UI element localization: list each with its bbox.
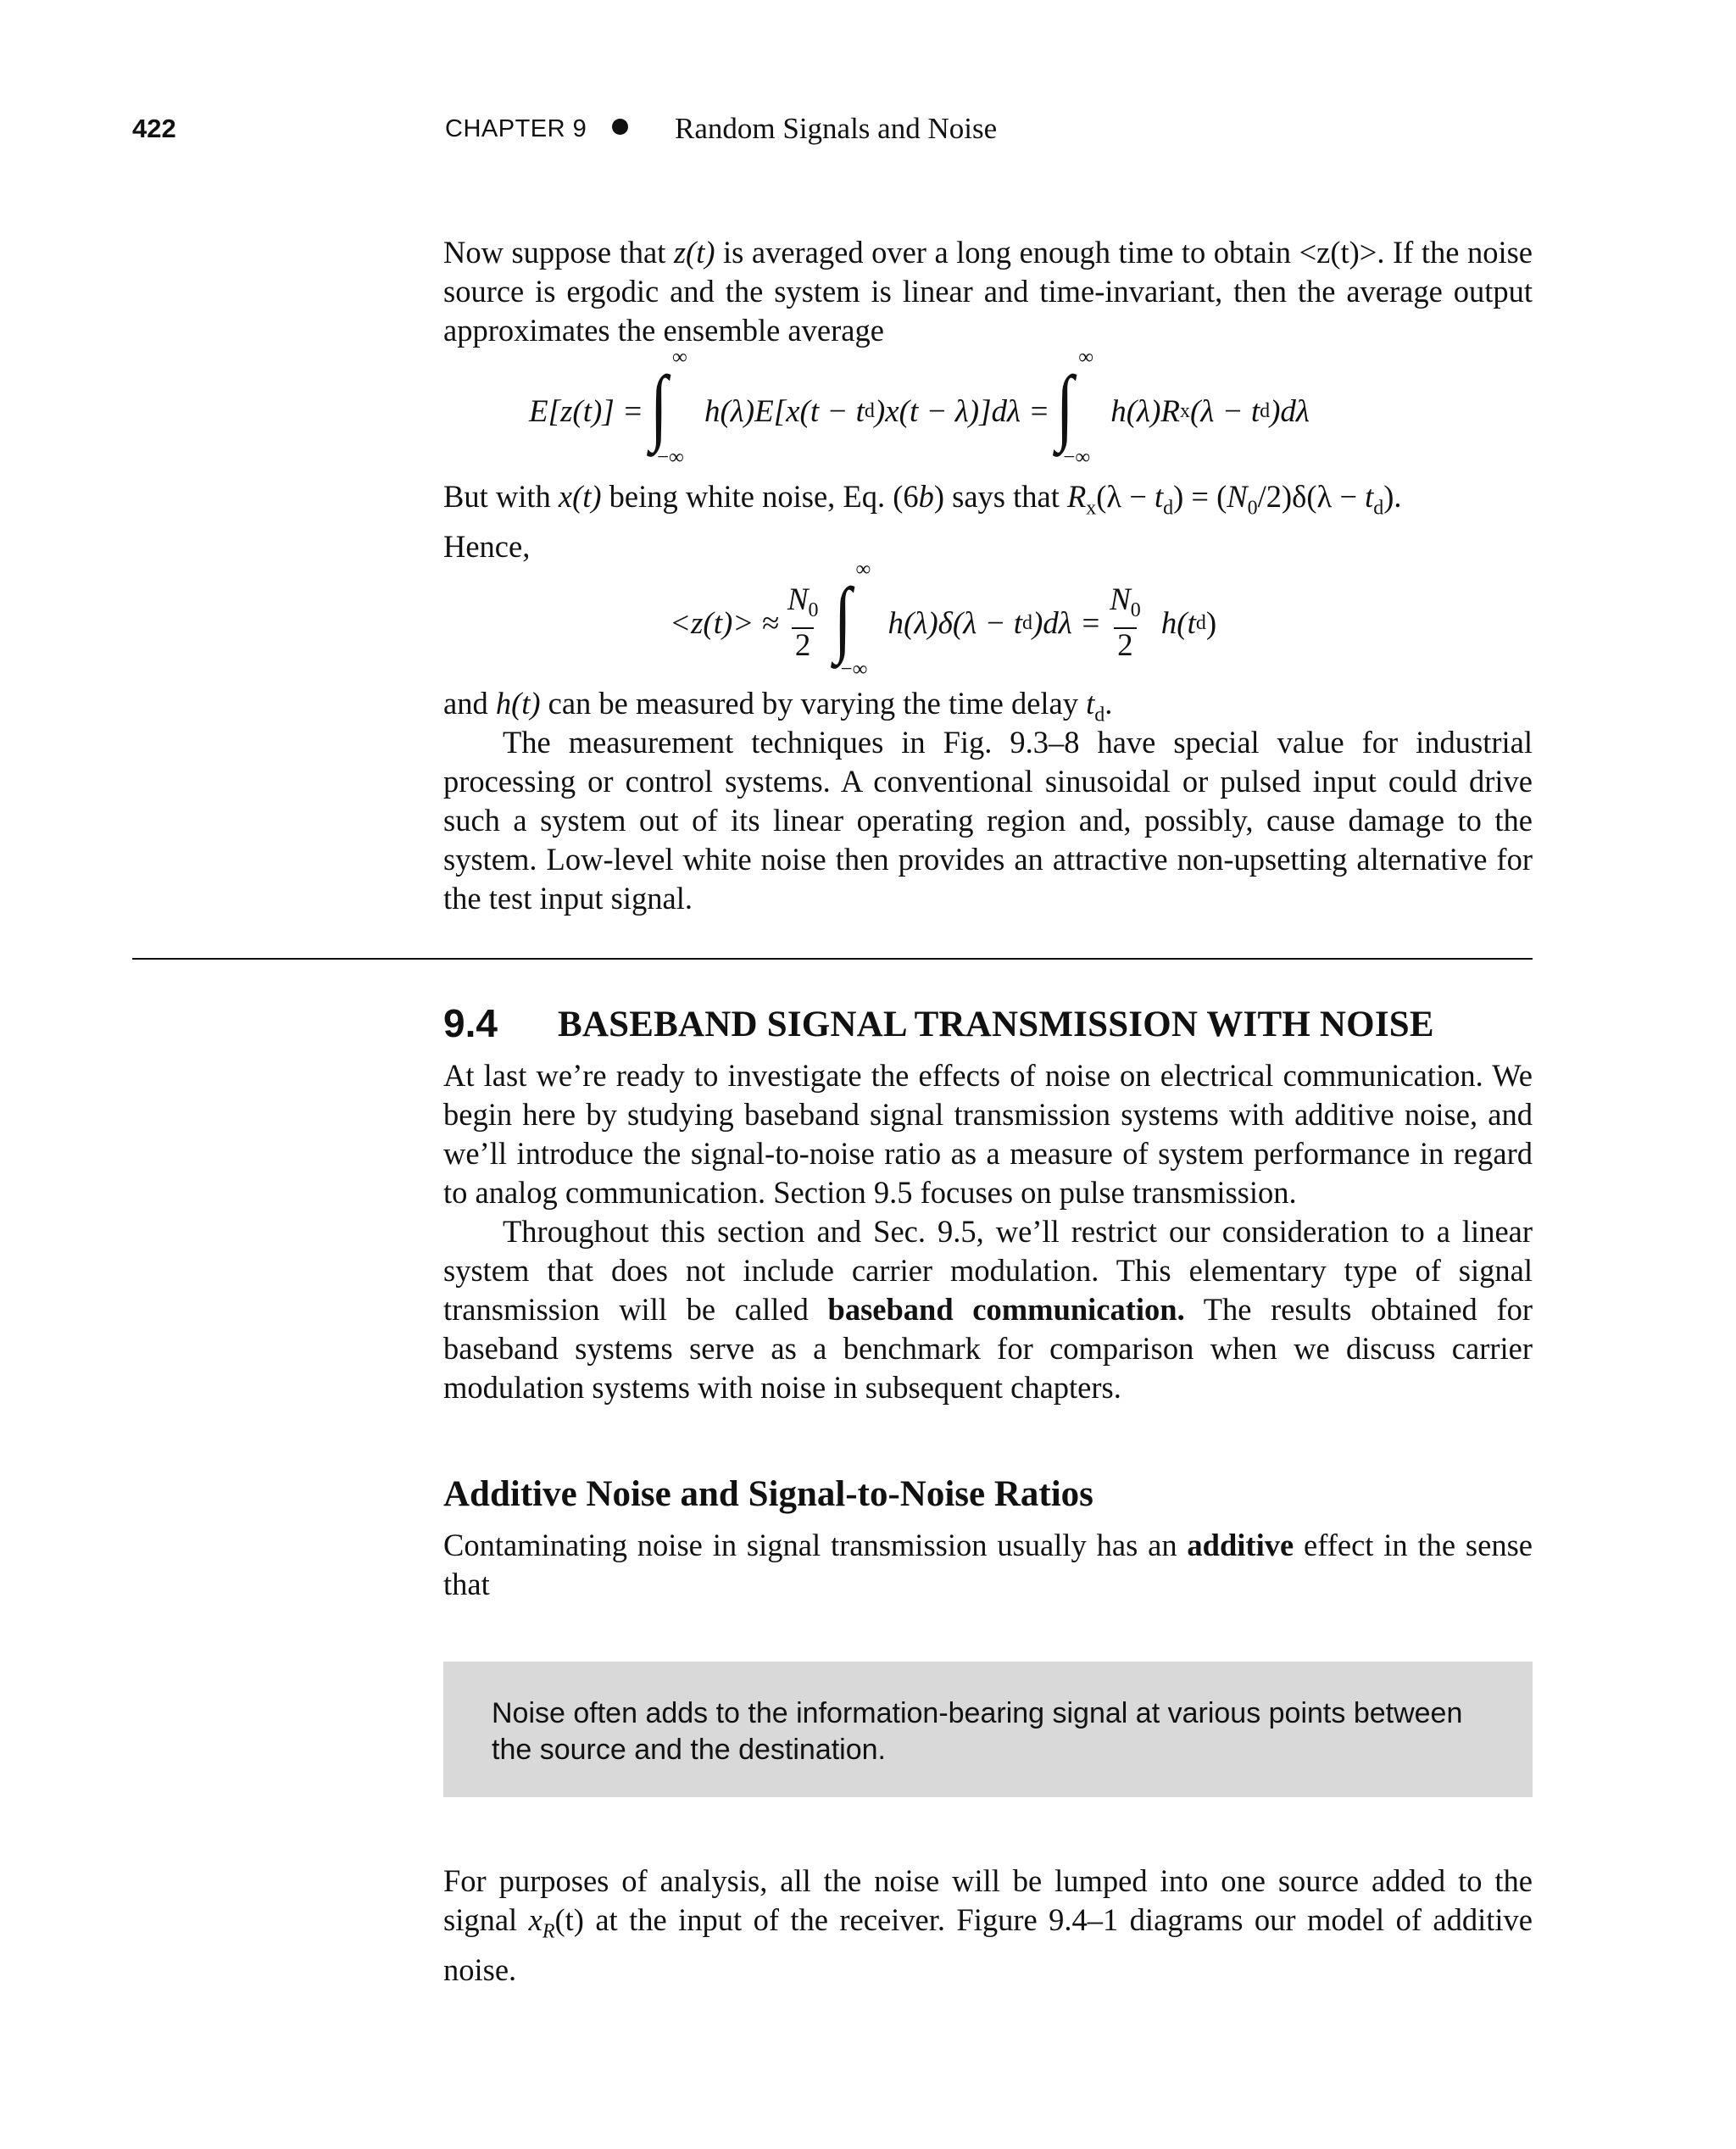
math-z-of-t: z(t)	[673, 235, 715, 270]
frac-numerator: N	[787, 582, 809, 617]
term-baseband-communication: baseband communication.	[827, 1292, 1185, 1327]
text-run: being white noise, Eq. (6	[601, 479, 919, 514]
math-b: b	[918, 479, 934, 514]
text-run: But with	[443, 479, 559, 514]
paragraph-additive	[443, 1526, 1533, 1604]
section-divider	[132, 958, 1533, 960]
paragraph-baseband	[443, 1212, 1533, 1407]
text-run: The results obtained for baseband systems serve as a benchmark for comparison when we discuss carrier modulation systems with noise in subsequent chapters.	[443, 1292, 1533, 1405]
math-N: N	[1227, 479, 1248, 514]
math-t: t	[1365, 479, 1374, 514]
text-run: Throughout this section and Sec. 9.5, we’ll restrict our consideration to a linear system that does not include carrier modulation. This elementary type of signal transmission will be called	[443, 1214, 1533, 1327]
frac-numerator: N	[1110, 582, 1131, 617]
subscript: d	[1094, 704, 1105, 727]
integral-lower-limit: −∞	[840, 658, 868, 681]
eq-lhs: <z(t)> ≈	[670, 605, 779, 641]
paragraph-measurement-techniques: The measurement techniques in Fig. 9.3–8 have special value for industrial processing or control systems. A conventional sinusoidal or pulsed input could drive such a system out of its linear operating region and, possibly, cause damage to the system. Low-level white noise then provides an attractive non-upsetting alternative for the test input signal.	[443, 725, 1533, 916]
eq-rhs: h(t	[1160, 605, 1196, 641]
math-t: t	[1086, 686, 1095, 721]
subscript: d	[1195, 611, 1206, 634]
integral-symbol: ∫ ∞ −∞	[649, 346, 687, 469]
section-number: 9.4	[443, 1001, 498, 1045]
integral-upper-limit: ∞	[855, 558, 871, 581]
eq-integrand: )dλ =	[1032, 605, 1102, 641]
text-run: can be measured by varying the time delay	[540, 686, 1087, 721]
integral-lower-limit: −∞	[656, 446, 684, 469]
subsection-title: Additive Noise and Signal-to-Noise Ratios	[443, 1474, 1093, 1514]
eq-integrand: )x(t − λ)]dλ =	[874, 393, 1050, 429]
subscript: R	[542, 1920, 555, 1943]
text-run: ) = (	[1173, 479, 1227, 514]
text-run: ) says that	[933, 479, 1067, 514]
subscript: d	[1163, 497, 1174, 520]
math-t: t	[1154, 479, 1164, 514]
bullet-icon	[612, 119, 628, 135]
math-arg: (t)	[554, 1902, 584, 1937]
text-run: . If the noise source is ergodic and the system is linear and time-invariant, then the average output approximates the ensemble average	[443, 235, 1533, 348]
subscript: 0	[1247, 497, 1258, 520]
frac-denominator: 2	[1114, 627, 1137, 663]
text-run: /2)δ(λ −	[1257, 479, 1366, 514]
integral-lower-limit: −∞	[1063, 446, 1091, 469]
callout-text: Noise often adds to the information-bearing signal at various points between the source and the destination.	[492, 1697, 1463, 1766]
text-run: effect in the sense that	[443, 1528, 1533, 1601]
integral-upper-limit: ∞	[671, 346, 687, 369]
frac-denominator: 2	[792, 627, 815, 663]
paragraph-ensemble-average	[443, 233, 1533, 350]
math-x-of-t: x(t)	[558, 479, 602, 514]
math-R: R	[1066, 479, 1087, 514]
chapter-title: Random Signals and Noise	[675, 112, 998, 145]
integral-symbol: ∫ ∞ −∞	[833, 558, 871, 681]
chapter-label: CHAPTER 9	[445, 115, 587, 142]
paragraph-white-noise	[443, 477, 1533, 566]
text-run: (λ −	[1096, 479, 1155, 514]
text-run: For purposes of analysis, all the noise will be lumped into one source added to the signal	[443, 1863, 1533, 1937]
subscript: d	[864, 399, 875, 422]
callout-box	[443, 1662, 1533, 1797]
term-additive: additive	[1187, 1528, 1294, 1562]
integral-symbol: ∫ ∞ −∞	[1056, 346, 1094, 469]
text-run: and	[443, 686, 496, 721]
paragraph-intro: At last we’re ready to investigate the effects of noise on electrical communication. We begin here by studying baseband signal transmission systems with additive noise, and we’ll introduce the signal-to-noise ratio as a measure of system performance in regard to analog communication. Section 9.5 focuses on pulse transmission.	[443, 1058, 1533, 1210]
text-run: is averaged over a long enough time to obtain	[715, 235, 1299, 270]
subscript: x	[1086, 497, 1097, 520]
math-h-of-t: h(t)	[495, 686, 541, 721]
subscript: 0	[808, 599, 819, 621]
text-run: Now suppose that	[443, 235, 674, 270]
fraction	[784, 583, 822, 663]
subscript: d	[1373, 497, 1384, 520]
math-time-average: <z(t)>	[1299, 235, 1377, 270]
eq-lhs: E[z(t)] =	[529, 393, 643, 429]
eq-integrand: h(λ)E[x(t − t	[704, 393, 865, 429]
eq-integrand: (λ − t	[1190, 393, 1260, 429]
section-title: BASEBAND SIGNAL TRANSMISSION WITH NOISE	[558, 1005, 1434, 1044]
equation-expected-output	[529, 346, 1310, 469]
subscript: d	[1021, 611, 1032, 634]
text-run: Contaminating noise in signal transmission usually has an	[443, 1528, 1188, 1562]
subscript: d	[1260, 399, 1271, 422]
text-run: ).	[1383, 479, 1402, 514]
text-run: .	[1104, 686, 1113, 721]
eq-integrand: h(λ)R	[1110, 393, 1180, 429]
text-run: at the input of the receiver. Figure 9.4–1 diagrams our model of additive noise.	[443, 1902, 1533, 1988]
paragraph-noise-model	[443, 1862, 1533, 1990]
eq-integrand: h(λ)δ(λ − t	[887, 605, 1022, 641]
subscript: x	[1180, 399, 1190, 422]
fraction	[1106, 583, 1144, 663]
page-number: 422	[132, 114, 176, 143]
integral-upper-limit: ∞	[1078, 346, 1094, 369]
eq-integrand: )dλ	[1270, 393, 1310, 429]
text-run: Hence,	[443, 529, 531, 565]
equation-time-average	[670, 558, 1217, 681]
math-x: x	[528, 1902, 542, 1937]
eq-rhs: )	[1205, 605, 1217, 641]
subscript: 0	[1130, 599, 1141, 621]
